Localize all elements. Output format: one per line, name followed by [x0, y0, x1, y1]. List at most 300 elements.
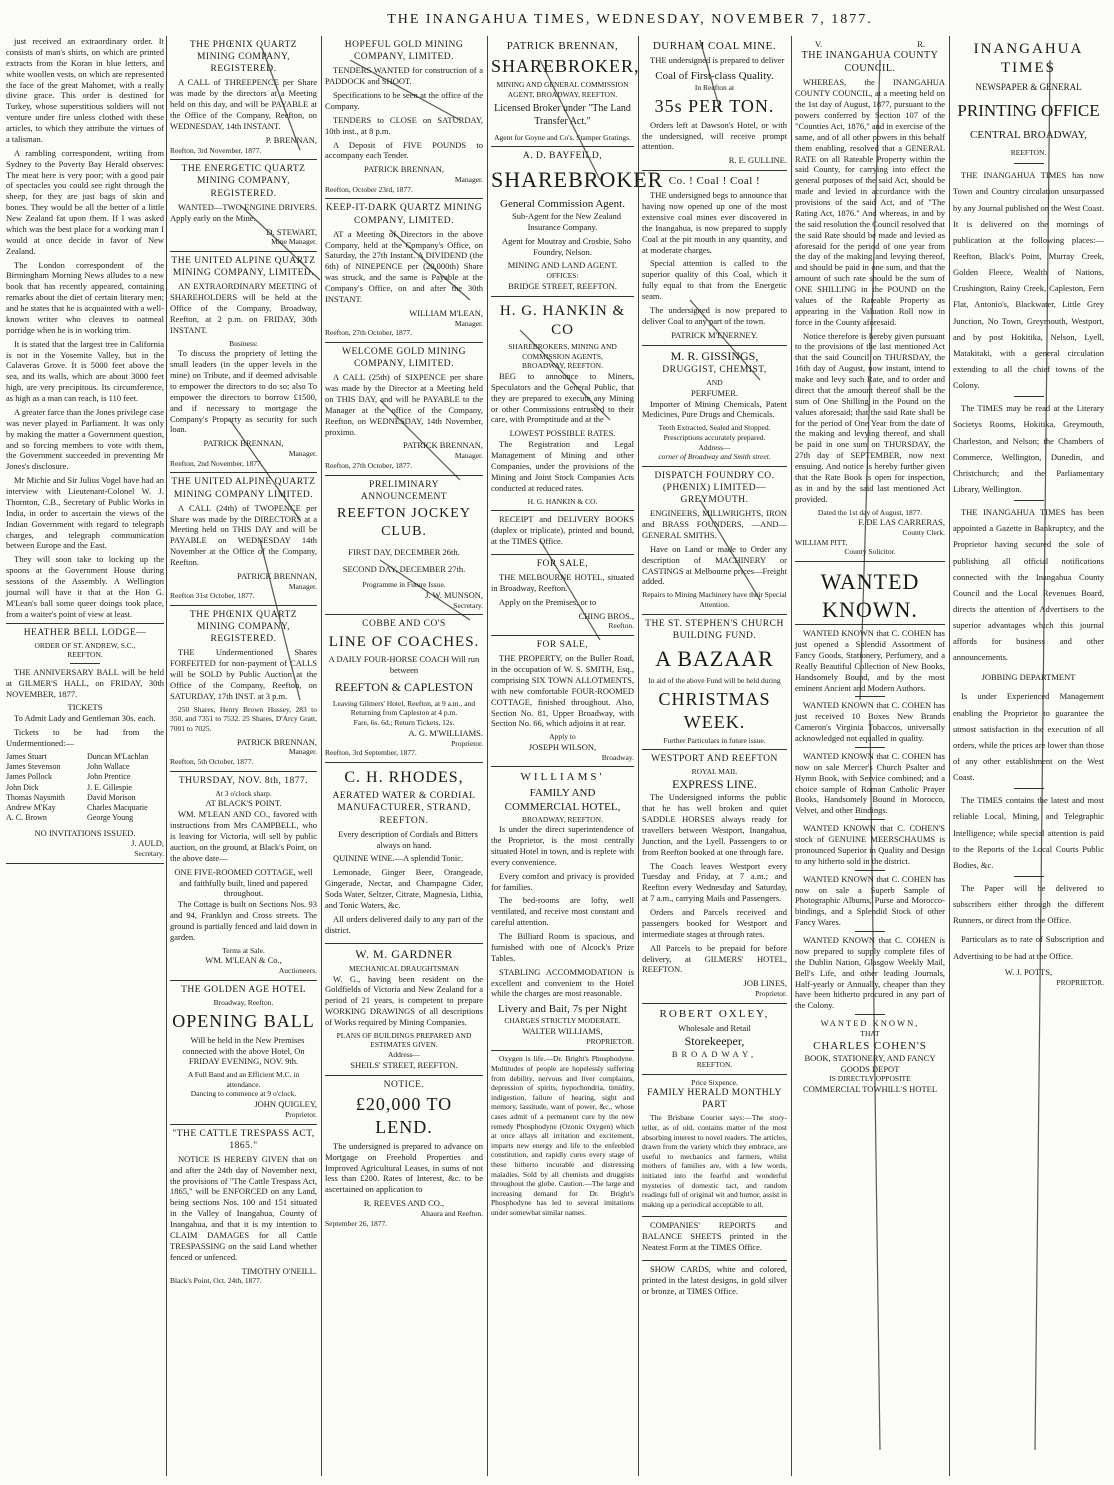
advert-signature: JOB LINES, — [743, 978, 787, 989]
advert-cobbe-coaches — [325, 615, 483, 762]
advert-line: Sub-Agent for the New Zealand Insurance Company. — [511, 210, 622, 232]
office-paragraph: The TIMES contains the latest and most reliable Local, Mining, and Telegraphic Intelligence; while special attention is paid to the Reports of the Local Courts Public Bodies, &c. — [953, 795, 1104, 870]
advert-title: THE PHŒNIX QUARTZ MINING COMPANY, REGISTERED. — [189, 609, 298, 645]
advert-fare: Fare, 6s. 6d.; Return Tickets, 12s. — [353, 718, 455, 728]
list-item: John Wallace — [87, 762, 130, 772]
list-item: A. C. Brown — [6, 813, 47, 823]
advert-signature: D. STEWART, — [266, 226, 317, 237]
advert-depot-desc: BOOK, STATIONERY, AND FANCY GOODS DEPOT — [804, 1052, 936, 1074]
advert-item: WANTED KNOWN that C. COHEN has just opened a Splendid Assortment of Fancy Goods, Stationery, Perfumery, and a Really Beautiful Collection of New Books, Handsomely Bound, and by the most eminent Ancient and Modern Authors. — [795, 628, 945, 693]
advert-role: Reefton. — [608, 621, 634, 631]
advert-date: Reefton, 3rd November, 1877. — [170, 145, 262, 155]
advert-body: THE undersigned is prepared to deliver — [650, 55, 785, 66]
advert-headline: £20,000 TO LEND. — [355, 1093, 453, 1137]
advert-headline: SHAREBROKER — [491, 166, 664, 192]
advert-apply: Apply on the Premises, or to — [499, 596, 597, 607]
advert-address: BROADWAY, REEFTON. — [522, 814, 603, 824]
advert-that: THAT — [860, 1029, 880, 1039]
advert-headline: Storekeeper, — [684, 1033, 745, 1048]
advert-body: BEG to announce to Miners, Speculators and the General Public, that they are prepared to execute any Mining or other Commissions entrusted to their care, with Promptitude and at the — [491, 370, 634, 425]
office-paragraph: Is under Experienced Management enabling the Proprietor to guarantee the utmost satisfaction in the execution of all orders, while the prices are lower than those of any other establishment on the West Coast. — [953, 691, 1104, 783]
advert-headline: EXPRESS LINE. — [672, 776, 757, 791]
cipher-right: R. — [917, 39, 925, 49]
advert-hopeful-tenders — [325, 36, 483, 199]
advert-date: Black's Point, Oct. 24th, 1877. — [170, 1276, 262, 1286]
advert-body: Oxygen is life.—Dr. Bright's Phosphodyne. Multitudes of people are hopelessly suffering from debility, nervous and liver complaints, depression of spirits, hypochondria, timidity, indigestion, failure of hearing, sight and memory, lassitude, want of power, &c., whose cases admit of a permanent cure by the new remedy Phosphodyne (Ozonic Oxygen) which at once allays all irritation and excitement, imparts new energy and life to the enfeebled constitution, and rapidly cures every stage of these hitherto incurable and distressing maladies. Sold by all chemists and druggists throughout the globe. Caution.—The large and increasing demand for Dr. Bright's Phosphodyne has led to several imitations under somewhat similar names. — [491, 1054, 634, 1217]
list-item: Thomas Naysmith — [6, 792, 65, 802]
advert-line: Notice therefore is hereby given pursuant to the provisions of the last mentioned Act that the said Council on THURSDAY, the 16th day of August, now instant, intend to make and levy such Rate, and to order and direct that the amount thereof shall be the sum of One Shilling in the Pound on the values aforesaid; that the said Rate shall be for the period of One Year from the date of the making and levying thereof, and shall be paid in one sum on THURSDAY, the 27th day of SEPTEMBER, now next ensuing. And notice is hereby further given that the Rate Book is open for inspection, as in and by the said last mentioned Act provided. — [795, 330, 945, 504]
advert-body: A CALL (25th) of SIXPENCE per share was made by the Director at a Meeting held on THIS DAY, and will be PAYABLE to the Manager at the office of the Company, Reefton, on WEDNESDAY, 14th November, proximo. — [325, 372, 483, 437]
lodge-title: HEATHER BELL LODGE— — [23, 627, 147, 638]
advert-further: Further Particulars in future issue. — [663, 735, 766, 745]
advert-body: THE MELBOURNE HOTEL, situated in Broadway, Reefton. — [491, 571, 634, 593]
advert-signature: CHING BROS., — [578, 610, 634, 621]
advert-melbourne-hotel — [491, 555, 634, 636]
advert-title: WESTPORT AND REEFTON — [651, 754, 778, 765]
advert-body: AN EXTRAORDINARY MEETING of SHAREHOLDERS will be held at the Office of the Company, Broadway, Reefton, at 2 p.m. on FRIDAY, 30th INSTANT. — [170, 281, 317, 335]
advert-date: Reefton, 3rd September, 1877. — [325, 748, 417, 758]
advert-signature: JOHN QUIGLEY, — [254, 1099, 317, 1110]
advert-subtitle: Wholesale and Retail — [678, 1022, 751, 1033]
advert-title: THE GOLDEN AGE HOTEL — [181, 984, 306, 995]
advert-title: THE PHŒNIX QUARTZ MINING COMPANY, REGISTERED. — [189, 40, 298, 75]
advert-livery: Livery and Bait, 7s per Night — [498, 1003, 627, 1016]
royal-cipher — [795, 39, 945, 50]
advert-place: In Reefton at — [694, 83, 735, 93]
advert-cohen — [795, 562, 945, 1099]
advert-signature: PATRICK BRENNAN, — [237, 736, 317, 747]
advert-signature: PATRICK M'ENERNEY. — [671, 329, 758, 340]
advert-title: THE ENERGETIC QUARTZ MINING COMPANY, REGISTERED. — [181, 164, 306, 199]
lodge-text: THE ANNIVERSARY BALL will be held at GILMER'S HALL, on FRIDAY, 30th NOVEMBER, 1877. — [6, 666, 164, 699]
advert-wanted: WANTED KNOWN, — [820, 1018, 920, 1029]
advert-line: Repairs to Mining Machinery have their Special Attention. — [642, 590, 787, 609]
column-printing-office — [949, 36, 1107, 1476]
advert-signature: R. REEVES AND CO., — [363, 1198, 445, 1209]
advert-title: PATRICK BRENNAN, — [506, 40, 619, 52]
advert-auction — [170, 772, 317, 981]
advert-signature: H. G. HANKIN & CO. — [527, 496, 598, 506]
advert-depot-name: CHARLES COHEN'S — [813, 1039, 927, 1052]
advert-title: "THE CATTLE TRESPASS ACT, 1865." — [172, 1128, 315, 1151]
advert-title: THE UNITED ALPINE QUARTZ MINING COMPANY LIMITED. — [171, 477, 316, 500]
advert-headline: FAMILY AND COMMERCIAL HOTEL, — [504, 787, 621, 814]
advert-body: THE undersigned begs to announce that having now opened up one of the most extensive coal mines ever discovered in the Inangahua, is now prepared to supply Coal at the pit mouth in any quantity, and at moderate charges. — [642, 190, 787, 255]
office-paragraph: THE INANGAHUA TIMES has now Town and Country circulation unsurpassed by any Journal published on the West Coast. It is delivered on the mornings of publication at the following places:—Reefton, Black's Point, Murray Creek, Golden Fleece, Wealth of Nations, Crushington, Rainy Creek, Capleston, Fern Flat, Antonio's, Blackwater, Little Grey Junction, No Town, Greymouth, Westport, and by post Hokitika, Nelson, Lyell, Matakitaki, with a general circulation extending to all the chief towns of the Colony. — [953, 170, 1104, 391]
advert-spec: Specifications to be seen at the office of the Company. — [325, 90, 483, 111]
advert-body: AT a Meeting of Directors in the above Company, held at the Company's Office, on Saturday, the 27th Instant. A DIVIDEND (the 6th) of NINEPENCE per (20,000th) Share was struck, and the same is Payable at the Company's Office, on and after the 30th INSTANT. — [325, 228, 483, 304]
advert-body: A DAILY FOUR-HORSE COACH Will run between — [328, 653, 480, 675]
advert-agent: Agent for Goyne and Co's. Stamper Gratings. — [494, 132, 631, 142]
advert-line: Have on Land or made to Order any description of MACHINERY or CASTINGS at Melbourne prices—Freight added. — [642, 543, 787, 587]
office-address: CENTRAL BROADWAY, — [970, 128, 1087, 141]
office-subtitle: NEWSPAPER & GENERAL — [975, 82, 1082, 93]
office-signature: W. J. POTTS, — [1004, 966, 1053, 977]
column-brokers — [487, 36, 664, 1476]
advert-terms: Terms at Sale. — [222, 945, 265, 955]
advert-address-label: Address— — [698, 442, 731, 452]
advert-role: Proprietor. — [755, 989, 787, 999]
advert-express-line — [642, 750, 787, 1004]
advert-role: Auctioneers. — [278, 966, 317, 976]
office-paragraph: THE INANGAHUA TIMES has been appointed a Gazette in Bankruptcy, and the Proprietor having secured the sole of publishing all official notifications connected with the Inangahua County Council and the Local Revenues Board, directs the attention of Advertisers to the superior advantages which this journal affords for business and other announcements. — [953, 507, 1104, 663]
advert-solicitor: WILLIAM PITT, — [795, 537, 848, 547]
advert-title: A. D. BAYFEILD, — [522, 151, 603, 162]
advert-jockey-club — [325, 476, 483, 616]
advert-date: Reefton, 27th October, 1877. — [325, 460, 413, 470]
advert-close: TENDERS to CLOSE on SATURDAY, 10th inst., at 8 p.m. — [325, 114, 483, 136]
advert-item: WANTED KNOWN that C. COHEN has now on sale Mercer's Church Psalter and Hymn Book, with Service combined; and a choice sample of Roman Catholic Prayer Books, Handsomely Bound in Morocco, Velvet, and other Bindings. — [795, 750, 945, 816]
office-role: PROPRIETOR. — [1056, 977, 1104, 987]
advert-role: Manager. — [454, 175, 483, 185]
advert-williams-hotel — [491, 767, 634, 1051]
advert-receipt-books — [491, 511, 634, 555]
advert-title: NOTICE. — [383, 1079, 425, 1090]
advert-plans: PLANS OF BUILDINGS PREPARED AND ESTIMATES GIVEN. — [336, 1030, 472, 1050]
advert-body: Will be held in the New Premises connected with the above Hotel, On FRIDAY EVENING, NOV. 9th. — [182, 1034, 305, 1067]
advert-role: Ahaura and Reefton. — [420, 1209, 483, 1218]
advert-subtitle: MINING AND GENERAL COMMISSION AGENT, BROADWAY, REEFTON. — [496, 80, 629, 99]
advert-headline: REEFTON JOCKEY CLUB. — [337, 505, 471, 539]
office-paragraph: Particulars as to rate of Subscription and Advertising to be had at the Office. — [953, 934, 1104, 961]
advert-title: ROBERT OXLEY, — [659, 1007, 770, 1020]
news-paragraph: They will soon take to locking up the spoons at the Government House during sessions of the Assembly. A Wellington journal will have it that at the Hon G. M'Lean's ball some queer doings took place, from a waiter's point of view at least. — [6, 554, 164, 619]
lodge-signature: J. AULD, — [131, 838, 164, 849]
advert-place: AT BLACK'S POINT. — [205, 798, 282, 809]
advert-solicitor-role: County Solicitor. — [844, 547, 896, 557]
advert-hankin — [491, 297, 634, 511]
advert-line: Teeth Extracted, Sealed and Stopped. — [658, 423, 771, 433]
advert-title: KEEP-IT-DARK QUARTZ MINING COMPANY, LIMITED. — [325, 203, 483, 226]
list-item: Duncan M'Lachlan — [87, 751, 149, 761]
advert-cattle-trespass — [170, 1125, 317, 1291]
advert-bayfeild — [491, 147, 664, 296]
advert-role: Proprietor. — [451, 738, 483, 748]
advert-band: A Full Band and an Efficient M.C. in attendance. — [187, 1070, 300, 1089]
cipher-left: V. — [815, 39, 823, 49]
advert-item: ONE FIVE-ROOMED COTTAGE, well and faithfully built, lined and papered throughout. — [174, 866, 313, 899]
advert-subtitle: MECHANICAL DRAUGHTSMAN — [349, 963, 459, 973]
list-item: David Morison — [87, 792, 136, 802]
advert-company-reports — [642, 1217, 787, 1261]
office-town: REEFTON. — [1010, 147, 1047, 157]
advert-date: Reefton, October 23rd, 1877. — [325, 184, 413, 194]
advert-body: A CALL (24th) of TWOPENCE per Share was made by the DIRECTORS at a Meeting held on THIS DAY and will be PAYABLE on WEDNESDAY 14th November at the Office of the Company, Reefton. — [170, 502, 317, 568]
advert-subtitle: General Commission Agent. — [500, 197, 625, 210]
office-headline: PRINTING OFFICE — [957, 100, 1100, 120]
advert-address: BROADWAY, REEFTON. — [522, 361, 603, 371]
advert-rates: LOWEST POSSIBLE RATES. — [509, 428, 616, 439]
advert-date: Reefton 31st October, 1877. — [170, 591, 255, 601]
advert-item: WANTED KNOWN that C. COHEN has just received 10 Boxes New Brands Cameron's Virginia Tobaccos, universally acknowledged not equalled in quality. — [795, 700, 945, 744]
advert-subtitle: PERFUMER. — [691, 387, 738, 398]
advert-body: WHEREAS, the INANGAHUA COUNTY COUNCIL, at a meeting held on the 1st day of August, 1877, pursuant to the powers conferred by Section 107 of the "Counties Act, 1876," and in exercise of the same, and of all other powers in this behalf them enabling, resolved that a GENERAL RATE on all Rateable Property within the said County, for carrying into effect the general purposes of the said Act, should be made and levied in accordance with the provisions of the said Act, and of "The Rating Act, 1876." And whereas, in and by the said resolution the Council resolved that the said Rate should be made and levied as aforesaid for the period of one year from the day of the making and levying thereof, and should be paid in one sum, and that the amount of such rate should be the sum of ONE SHILLING in the POUND on the values of the Rateable Property as appearing in the Valuation Roll now in force in the County aforesaid. — [795, 77, 945, 327]
advert-headline: SHAREBROKER, — [491, 56, 640, 77]
advert-town: REEFTON. — [696, 1059, 733, 1069]
jobbing-heading: JOBBING DEPARTMENT — [981, 671, 1076, 682]
lodge-admit: To Admit Lady and Gentleman 30s. each. — [14, 713, 156, 724]
advert-signature: WILLIAM M'LEAN, — [409, 307, 483, 318]
lodge-subtitle: ORDER OF ST. ANDREW, S.C., — [34, 640, 136, 650]
advert-headline: Coal of First-class Quality. — [655, 69, 774, 82]
advert-role: Manager. — [288, 581, 317, 591]
advert-role: PROPRIETOR. — [586, 1036, 634, 1046]
advert-role: County Clerk. — [902, 528, 945, 538]
advert-price: Price Sixpence. — [691, 1077, 738, 1087]
advert-signature: A. G. M'WILLIAMS. — [408, 727, 483, 738]
advert-body: TENDERS WANTED for construction of a PADDOCK and SHOOT. — [325, 65, 483, 87]
lodge-place: REEFTON. — [67, 650, 103, 660]
list-item: Andrew M'Kay — [6, 803, 56, 813]
advert-hotel: COMMERCIAL TOWHILL'S HOTEL — [802, 1084, 938, 1095]
advert-line: All Parcels to be prepaid for before delivery, at GILMERS' HOTEL, REEFTON. — [642, 942, 787, 975]
advert-title: W. M. GARDNER — [355, 946, 453, 961]
advert-headline: A BAZAAR — [655, 645, 774, 671]
advert-body: WM. M'LEAN AND CO., favored with instructions from Mrs CAMPBELL, who is leaving for Victoria, will sell by public auction, on the ground, at Black's Point, on the above date— — [170, 809, 317, 863]
advert-body: Is under the direct superintendence of the Proprietor, is the most centrally situated Hotel in town, and is replete with every convenience. — [491, 824, 634, 867]
advert-signature: JOSEPH WILSON, — [528, 741, 597, 752]
list-item: George Young — [87, 813, 134, 823]
advert-property-sale — [491, 636, 634, 767]
advert-body: Every description of Cordials and Bitters always on hand. — [338, 828, 478, 850]
list-item: James Stevenson — [6, 762, 61, 772]
advert-united-alpine-meeting — [170, 252, 317, 473]
column-company-notices — [321, 36, 486, 1476]
advert-signature: PATRICK BRENNAN, — [403, 440, 483, 451]
news-paragraph: It is stated that the largest tree in California is not in the Yosemite Valley, but in the Calaveras Grove. It is 5000 feet above the sea, and its walls, which are about 3000 feet high, are very precipitous. Its circumference, as high as a man can reach, is 110 feet. — [6, 338, 164, 403]
list-item: Charles Macquarie — [87, 803, 148, 813]
advert-charges: CHARGES STRICTLY MODERATE. — [504, 1016, 621, 1026]
list-item: John Prentice — [87, 772, 131, 782]
advert-keep-it-dark — [325, 199, 483, 343]
advert-leave: Leaving Gilmers' Hotel, Reefton, at 9 a.m., and — [332, 698, 476, 708]
advert-offices-label: OFFICES: — [546, 271, 579, 281]
advert-line: The Coach leaves Westport every Tuesday and Friday, at 7 a.m.; and Reefton every Wednesday and Saturday, at 7 a.m., carrying Mails and Passengers. — [642, 860, 787, 904]
advert-line: STABLING ACCOMMODATION is excellent and convenient to the Hotel while the charges are most reasonable. — [491, 966, 634, 999]
advert-body: In aid of the above Fund will be held during — [648, 675, 781, 685]
advert-street: SHEILS' STREET, REEFTON. — [350, 1059, 458, 1070]
advert-business-label: Business: — [229, 338, 258, 348]
advert-role: Mine Manager. — [271, 237, 317, 247]
advert-address: BRIDGE STREET, REEFTON. — [508, 280, 617, 291]
advert-headline-2: CHRISTMAS WEEK. — [658, 688, 771, 732]
advert-role: Manager. — [454, 318, 483, 328]
advert-line: Prescriptions accurately prepared. — [663, 432, 766, 442]
advert-show-cards — [642, 1261, 787, 1304]
advert-title: THE INANGAHUA COUNTY COUNCIL. — [801, 49, 939, 74]
advert-item: WANTED KNOWN that C. COHEN is now prepared to supply complete files of the Dublin Nation, Glasgow Weekly Mail, Bell's Life, and other leading Journals, Half-yearly or Annually, cheaper than they have been hitherto procured in any part of the Colony. — [795, 935, 945, 1011]
lodge-from: Tickets to be had from the Undermentioned:— — [6, 727, 164, 749]
advert-headline: M. R. GISSINGS, — [670, 348, 759, 363]
advert-date: Reefton, 5th October, 1877. — [170, 757, 254, 767]
advert-body: The Brisbane Courier says:—The story-teller, as of old, contains matter of the most absorbing interest to novel readers. The articles, drawn from the variety which they embrace, are useful to mechanics and farmers, whilst mothers of families are, with a few words, initiated into the fearful and wonderful mysteries of domestic tact, and random readings full of original wit and humor, assist in making up a periodical acceptable to all. — [642, 1113, 787, 1209]
advert-role: Secretary. — [453, 600, 483, 610]
advert-line: The undersigned is now prepared to deliver Coal to any part of the town. — [642, 304, 787, 326]
advert-body: W. G., having been resident on the Goldfields of Victoria and New Zealand for a period of 21 years, is competent to prepare WORKING DRAWINGS of all descriptions of Works required by Mining Companies. — [325, 973, 483, 1027]
advert-deposit: A Deposit of FIVE POUNDS to accompany each Tender. — [325, 139, 483, 161]
advert-apply: Apply to — [549, 732, 576, 742]
column-mining-notices — [166, 36, 320, 1476]
advert-family-herald — [642, 1075, 787, 1218]
advert-more: The Cottage is built on Sections Nos. 93 and 94, Franklyn and Cross streets. The ground is partially fenced and laid down in garden. — [170, 899, 317, 942]
advert-line: The bed-rooms are lofty, well ventilated, and receive most constant and careful attention. — [491, 895, 634, 928]
advert-orders: Orders left at Dawson's Hotel, or with the undersigned, will receive prompt attention. — [642, 119, 787, 152]
advert-body: The Undersigned informs the public that he has well broken and quiet SADDLE HORSES always ready for travellers between Westport, Inangahua, Junction, and the Lyell. Passengers to or from Reefton booked at one through fare. — [642, 792, 787, 857]
advert-county-rate — [795, 36, 945, 562]
office-paragraph: The Paper will be delivered to subscribers either through the different Runners, or direct from the Office. — [953, 882, 1104, 926]
column-county-council — [791, 36, 948, 1476]
office-paragraph: The TIMES may be read at the Literary Societys Rooms, Hokitika, Greymouth, Charleston, and Nelson; the Chambers of Commerce, Wellington, Dunedin, and Christchurch; and the Parliamentary Library, Wellington. — [953, 403, 1104, 494]
news-paragraph: A greater farce than the Jones privilege case was never played in Parliament. It was only by making the matter a Government question, and so forcing members to vote with them, the Government succeeded in preventing Mr Jones's disclosure. — [6, 406, 164, 472]
advert-phoenix-call — [170, 36, 317, 160]
advert-subtitle: SHAREBROKERS, MINING AND COMMISSION AGENTS, — [508, 342, 617, 361]
ticket-seller-list — [6, 752, 164, 824]
advert-title: AERATED WATER & CORDIAL MANUFACTURER, STRAND, REEFTON. — [332, 791, 476, 826]
advert-title: THE UNITED ALPINE QUARTZ MINING COMPANY, LIMITED. — [171, 256, 316, 279]
news-paragraph: A rambling correspondent, writing from Sydney to the Poverty Bay Herald observes: The meat here is very poor; with a good pair of spectacles you could see right through the sheep, for they are just bags of skin and bones. They would be all the better of a little New Zealand fat upon them. If I was asked which was the best place for a working man I would at once decide in favor of New Zealand. — [6, 147, 164, 256]
advert-title: THE ST. STEPHEN'S CHURCH BUILDING FUND. — [645, 618, 784, 641]
advert-line: Agent for Moutray and Crosbie, Soho Foundry, Nelson. — [502, 235, 631, 257]
advert-item: WANTED KNOWN that C. COHEN has now on sale a Superb Sample of Photographic Albums, Purse and Morocco-bindings, and a Splendid Stock of other Fancy Wares. — [795, 873, 945, 928]
advert-body: THE Undermentioned Shares FORFEITED for non-payment of CALLS will be SOLD by Public Auction at the Office of the Company, Reefton, on SATURDAY, 17th INST. at 3 p.m. — [170, 647, 317, 701]
advert-title: WELCOME GOLD MINING COMPANY, LIMITED. — [341, 346, 466, 370]
advert-coal — [642, 171, 787, 345]
advert-item: WANTED KNOWN that C. COHEN'S stock of GENUINE MEERSCHAUMS is pronounced Superior in Quality and Design to any hitherto sold in the district. — [795, 823, 945, 866]
advert-loan — [325, 1076, 483, 1233]
advert-body: Importer of Mining Chemicals, Patent Medicines, Pure Drugs and Chemicals. — [642, 398, 787, 420]
column-trade — [638, 36, 790, 1476]
advert-signature: WALTER WILLIAMS, — [522, 1025, 603, 1036]
advert-title: DRUGGIST, CHEMIST, — [662, 364, 767, 375]
advert-role: Proprietor. — [285, 1109, 317, 1119]
advert-oxley — [642, 1004, 787, 1075]
advert-united-alpine-call — [170, 473, 317, 606]
advert-body: The undersigned is prepared to advance on Mortgage on Freehold Properties and Improved Agricultural Leases, in sums of not less than £200. Rates of Interest, &c. to be ascertained on application to — [325, 1140, 483, 1195]
advert-headline: WANTED KNOWN. — [795, 568, 945, 625]
advert-price: 35s PER TON. — [654, 95, 775, 116]
page-header: THE INANGAHUA TIMES, WEDNESDAY, NOVEMBER 7, 1877. — [387, 12, 873, 27]
advert-programme: Programme in Future Issue. — [362, 580, 446, 590]
advert-headline: LINE OF COACHES. — [328, 633, 480, 650]
advert-welcome-call — [325, 343, 483, 476]
advert-durham-coal — [642, 36, 787, 171]
advert-headline: OPENING BALL — [172, 1010, 315, 1031]
lodge-advert — [6, 623, 164, 864]
advert-headline: C. H. RHODES, — [344, 768, 464, 786]
advert-title: FOR SALE, — [536, 639, 589, 650]
news-paragraph: The London correspondent of the Birmingham Morning News alludes to a new book that has recently appeared, containing remarks about the diet of certain literary men; and he states that he is acquainted with a well-known writer who cleaves to oatmeal porridge when he is in working trim. — [6, 259, 164, 335]
office-title: INANGAHUA TIMES — [973, 41, 1084, 77]
news-paragraph: just received an extraordinary order. It consists of man's shirts, on which are printed extracts from the Koran in blue letters, and white woollen vests, on which are represented the face of the great Mahomet, with a really divine grace. This order is destined for Turkey, whose superstitious soldiers will not venture under fire unless clothed with these articles, to which they attribute the virtues of a talisman. — [6, 36, 164, 144]
news-paragraph: Mr Michie and Sir Julius Vogel have had an interview with Lieutenant-Colonel W. J. Thornton, C.B., Secretary of Public Works in India, in order to ascertain the views of the Indian Government with regard to telegraph charges, and telegraph communication between Europe and the East. — [6, 475, 164, 551]
advert-signature: WM. M'LEAN & Co., — [205, 955, 282, 966]
advert-address: BROADWAY, — [671, 1049, 758, 1060]
list-item: James Stuart — [6, 751, 47, 761]
advert-signature: PATRICK BRENNAN, — [237, 570, 317, 581]
advert-line: Special attention is called to the superior quality of this Coal, which it fully equal to that from the Energetic seam. — [642, 258, 787, 302]
advert-body: SHOW CARDS, white and colored, printed in the latest designs, in gold silver or bronze, at TIMES Office. — [642, 1264, 787, 1296]
advert-signature: F. DE LAS CARRERAS, — [858, 517, 945, 528]
advert-title: Co. ! Coal ! Coal ! — [668, 175, 761, 188]
advert-list: Lemonade, Ginger Beer, Orangeade, Gingerade, Nectar, and Champagne Cider, Soda Water, Seltzer, Citrate, Magnesia, Lithia, and Tonic Waters, &c. — [325, 867, 483, 910]
advert-gissings — [642, 346, 787, 467]
advert-title: COBBE AND CO'S — [362, 619, 446, 630]
advert-role: Broadway. — [601, 752, 634, 762]
advert-title: HOPEFUL GOLD MINING COMPANY, LIMITED. — [344, 40, 464, 63]
advert-subtitle: At 3 o'clock sharp. — [215, 788, 272, 798]
advert-brennan-sharebroker — [491, 36, 640, 147]
advert-date: September 26, 1877. — [325, 1218, 388, 1228]
advert-headline: H. G. HANKIN & CO — [499, 302, 626, 338]
advert-orders: All orders delivered daily to any part of the district. — [325, 913, 483, 935]
advert-signature: P. BRENNAN, — [265, 134, 317, 145]
advert-opening-ball — [170, 981, 317, 1125]
lodge-tickets: TICKETS — [67, 702, 103, 713]
advert-role: Manager. — [454, 451, 483, 461]
advert-body: THE PROPERTY, on the Buller Road, in the occupation of W. S. SMITH, Esq., comprising SIX TOWN ALLOTMENTS, with new comfortable FOUR-ROOMED COTTAGE, finished throughout. Also, Section No. 81, Upper Broadway, with Section No. 66, which adjoins it at rear. — [491, 653, 634, 729]
advert-body: ENGINEERS, MILLWRIGHTS, IRON and BRASS FOUNDERS, —AND— GENERAL SMITHS. — [642, 508, 787, 540]
advert-line: Orders and Parcels received and passengers booked for Westport and intermediate stages at through rates. — [642, 907, 787, 939]
advert-phosphodyne — [491, 1051, 634, 1224]
advert-signature: PATRICK BRENNAN, — [203, 438, 284, 449]
advert-day-one: FIRST DAY, DECEMBER 26th. — [348, 546, 460, 557]
advert-business: To discuss the propriety of letting the small leaders (in the upper levels in the mine) on Tribute, and if deemed advisable to empower the directors to do so; also To empower the directors to borrow £1500, and if necessary to mortgage the Company's Property as security for such loan. — [170, 348, 317, 435]
advert-body: COMPANIES' REPORTS and BALANCE SHEETS printed in the Neatest Form at the TIMES Office. — [642, 1220, 787, 1253]
advert-day-two: SECOND DAY, DECEMBER 27th. — [342, 563, 466, 574]
column-news — [6, 36, 164, 1476]
lodge-no-invitations: NO INVITATIONS ISSUED. — [34, 827, 136, 838]
advert-rhodes — [325, 763, 483, 944]
advert-title: THURSDAY, NOV. 8th, 1877. — [178, 775, 309, 786]
advert-and: AND — [706, 378, 723, 388]
advert-role: Manager. — [288, 747, 317, 757]
advert-title: DISPATCH FOUNDRY CO. (PHŒNIX) LIMITED—GREYMOUTH. — [654, 470, 775, 506]
advert-licence: Licensed Broker under "The Land Transfer Act." — [494, 103, 631, 128]
advert-body: RECEIPT and DELIVERY BOOKS (duplex or triplicate), printed and bound, at the TIMES Office. — [491, 514, 634, 546]
advert-address-label: Address— — [387, 1050, 421, 1060]
advert-signature: J. W. MUNSON, — [425, 589, 483, 600]
advert-body: NOTICE IS HEREBY GIVEN that on and after the 24th day of November next, the provisions of "The Cattle Trespass Act, 1865," will be ENFORCED on any Land, being sections Nos. 100 and 151 situated in the Valley of Inangahua, County of Inangahua, and that it is my intention to CLAIM DAMAGES for all Cattle TRESPASSING on the said Land whether fenced or unfenced. — [170, 1153, 317, 1262]
advert-title: WILLIAMS' — [520, 771, 605, 784]
advert-foundry — [642, 467, 787, 615]
advert-street: corner of Broadway and Smith street. — [658, 452, 771, 462]
advert-date: Reefton, 27th October, 1877. — [325, 328, 413, 338]
list-item: John Dick — [6, 782, 39, 792]
advert-quinine: QUININE WINE.—A splendid Tonic. — [333, 853, 464, 864]
advert-title: FOR SALE, — [536, 558, 589, 569]
lodge-signature-role: Secretary. — [134, 849, 164, 859]
advert-energetic — [170, 160, 317, 252]
advert-line: The Billiard Room is spacious, and furnished with one of Alcock's Prize Tables. — [491, 931, 634, 963]
advert-route: REEFTON & CAPLESTON — [334, 679, 474, 694]
advert-opposite: IS DIRECTLY OPPOSITE — [829, 1074, 911, 1084]
advert-signature: PATRICK BRENNAN, — [364, 164, 444, 175]
advert-line: MINING AND LAND AGENT. — [507, 260, 618, 271]
advert-title: DURHAM COAL MINE. — [652, 40, 777, 52]
advert-bazaar — [642, 615, 787, 751]
list-item: J. E. Gillespie — [87, 782, 132, 792]
advert-dance: Dancing to commence at 9 o'clock. — [190, 1089, 297, 1099]
advert-body: A CALL of THREEPENCE per Share was made by the directors at a Meeting held on this day, and will be PAYABLE at the Office of the Company, Reefton, on WEDNESDAY, 14th INSTANT. — [170, 77, 317, 131]
advert-lots: 250 Shares, Henry Brown Hussey, 283 to 350, and 7351 to 7532. 25 Shares, D'Arcy Gratt, 7001 to 7025. — [170, 704, 317, 733]
list-item: James Pollock — [6, 772, 52, 782]
advert-title: PRELIMINARY ANNOUNCEMENT — [360, 479, 448, 502]
advert-subtitle: Broadway, Reefton. — [213, 998, 274, 1007]
advert-date: Dated the 1st day of August, 1877. — [817, 507, 923, 517]
advert-registration: The Registration and Legal Management of Mining and other Companies, under the provisions of the Mining and Joint Stock Companies Acts conducted at reduced rates. — [491, 439, 634, 493]
advert-return: Returning from Capleston at 4 p.m. — [350, 708, 458, 718]
advert-gardner — [325, 944, 483, 1076]
